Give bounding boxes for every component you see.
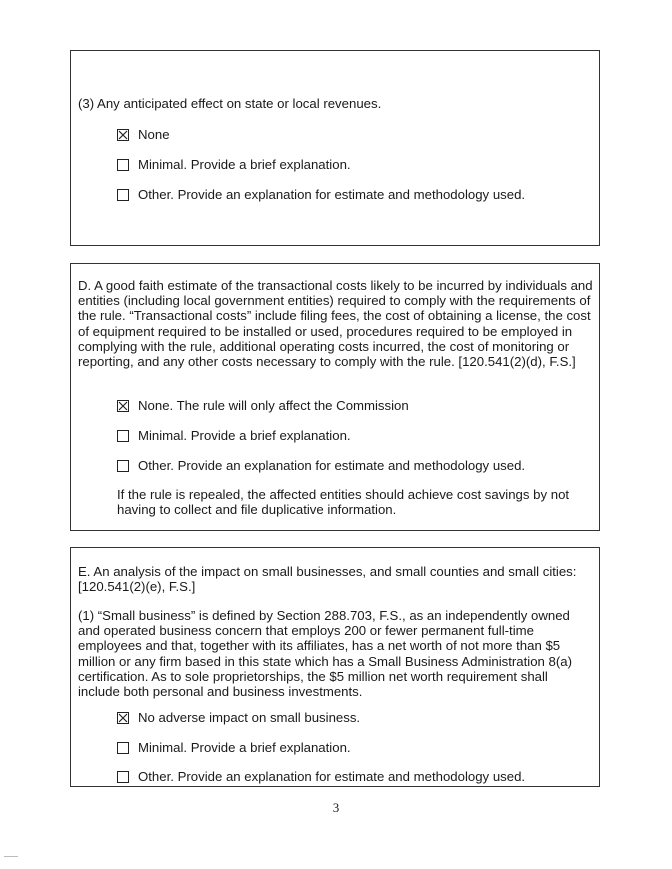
- section-d-heading: D. A good faith estimate of the transactional costs likely to be incurred by individuals and entities (including local government entities) required to comply with the requirements of the rule. “Transactional costs” include filing fees, the cost of obtaining a license, the cost of equipment required to be installed or used, procedures required to be employed in complying with the rule, additional operating costs incurred, the cost of monitoring or reporting, and any other costs necessary to comply with the rule. [120.541(2)(d), F.S.]: [78, 278, 593, 370]
- option-label: No adverse impact on small business.: [138, 710, 361, 725]
- option-label: Other. Provide an explanation for estimate and methodology used.: [138, 187, 526, 202]
- section-e-heading: E. An analysis of the impact on small businesses, and small counties and small cities: [120.541(2)(e), F.S.]: [78, 564, 577, 595]
- option-label: Minimal. Provide a brief explanation.: [138, 740, 351, 755]
- section-d-option-none[interactable]: [117, 398, 409, 413]
- checkbox-checked-icon[interactable]: [117, 712, 129, 724]
- checkbox-checked-icon[interactable]: [117, 400, 129, 412]
- section-d-option-other[interactable]: [117, 458, 525, 473]
- small-business-definition: (1) “Small business” is defined by Section 288.703, F.S., as an independently owned and operated business concern that employs 200 or fewer permanent full-time employees and that, together with its affiliates, has a net worth of not more than $5 million or any firm based in this state which has a Small Business Administration 8(a) certification. As to sole proprietorships, the $5 million net worth requirement shall include both personal and business investments.: [78, 608, 573, 700]
- checkbox-empty-icon[interactable]: [117, 189, 129, 201]
- option-label: None: [138, 127, 170, 142]
- section-e-option-other[interactable]: [117, 769, 525, 784]
- section-e-option-no-impact[interactable]: [117, 710, 360, 725]
- checkbox-empty-icon[interactable]: [117, 742, 129, 754]
- section-e-box: [70, 547, 600, 787]
- option-label: None. The rule will only affect the Commission: [138, 398, 409, 413]
- section-d-box: [70, 263, 600, 531]
- option-label: Other. Provide an explanation for estimate and methodology used.: [138, 769, 526, 784]
- section-d-option-minimal[interactable]: [117, 428, 351, 443]
- option-label: Minimal. Provide a brief explanation.: [138, 428, 351, 443]
- section-c-box: [70, 50, 600, 246]
- page-number: 3: [332, 800, 340, 815]
- section-c-heading: (3) Any anticipated effect on state or local revenues.: [78, 96, 382, 111]
- checkbox-empty-icon[interactable]: [117, 460, 129, 472]
- option-label: Minimal. Provide a brief explanation.: [138, 157, 351, 172]
- section-c-option-none[interactable]: [117, 127, 170, 142]
- checkbox-empty-icon[interactable]: [117, 159, 129, 171]
- section-e-option-minimal[interactable]: [117, 740, 351, 755]
- section-d-note: If the rule is repealed, the affected entities should achieve cost savings by not having to collect and file duplicative information.: [117, 487, 570, 518]
- checkbox-empty-icon[interactable]: [117, 771, 129, 783]
- checkbox-empty-icon[interactable]: [117, 430, 129, 442]
- checkbox-checked-icon[interactable]: [117, 129, 129, 141]
- option-label: Other. Provide an explanation for estimate and methodology used.: [138, 458, 526, 473]
- section-c-option-other[interactable]: [117, 187, 525, 202]
- section-c-option-minimal[interactable]: [117, 157, 351, 172]
- scan-artifact: [4, 856, 18, 857]
